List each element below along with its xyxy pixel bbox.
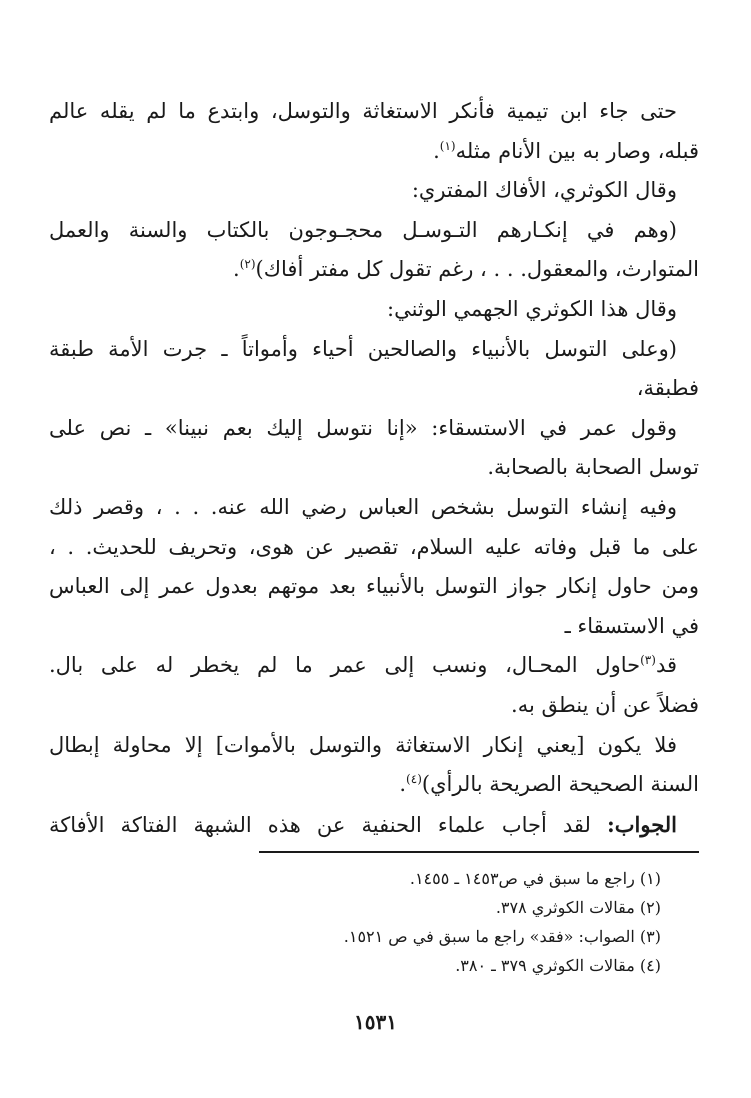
answer-label: الجواب: [607,811,677,837]
footnote: (٣) الصواب: «فقد» راجع ما سبق في ص ١٥٢١. [343,927,661,946]
footnote: (٤) مقالات الكوثري ٣٧٩ ـ ٣٨٠. [455,956,661,975]
footnote-ref-4: (٤) [406,772,422,787]
text-line: توسل الصحابة بالصحابة. [487,455,699,480]
text-line: فضلاً عن أن ينطق به. [511,692,699,717]
text-line: ومن حاول إنكار جواز التوسل بالأنبياء بعد موتهم بعدول عمر إلى العباس [49,574,699,599]
text-line: حتى جاء ابن تيمية فأنكر الاستغاثة والتوسل، وابتدع ما لم يقله عالم [49,99,677,123]
text-line: فطبقة، [636,376,699,401]
footnote-ref-1: (١) [439,138,456,153]
text-line: الجواب: لقد أجاب علماء الحنفية عن هذه الشبهة الفتاكة الأفاكة [49,811,677,837]
text-line: قد$^{(٣)}$حاول المحـال، ونسب إلى عمر ما لم يخطر له على بال. [49,653,677,678]
text-line: فلا يكون [يعني إنكار الاستغاثة والتوسل بالأموات] إلا محاولة إبطال [49,732,677,757]
footnote-divider [259,851,699,853]
text-line: قبله، وصار به بين الأنام مثله$^{(١)}$. [433,138,699,163]
footnote: (٢) مقالات الكوثري ٣٧٨. [495,898,661,917]
footnotes [221,864,661,980]
footnote: (١) راجع ما سبق في ص١٤٥٣ ـ ١٤٥٥. [409,869,661,888]
text-line: وقول عمر في الاستسقاء: «إنا نتوسل إليك بعم نبينا» ـ نص على [49,415,677,440]
text-line: على ما قبل وفاته عليه السلام، تقصير عن هوى، وتحريف للحديث. . ، [49,534,699,559]
text-line: وقال الكوثري، الأفاك المفتري: [411,178,677,203]
text-line: وقال هذا الكوثري الجهمي الوثني: [387,296,677,321]
text-line: في الاستسقاء ـ [564,613,699,638]
main-text [49,92,699,844]
page-number: ١٥٣١ [354,1010,397,1034]
text-line: وفيه إنشاء التوسل بشخص العباس رضي الله عنه. . . ، وقصر ذلك [49,494,677,519]
text-line: (وعلى التوسل بالأنبياء والصالحين أحياء وأمواتاً ـ جرت الأمة طبقة [49,336,677,361]
footnote-ref-3: (٣) [640,653,656,668]
text-line: السنة الصحيحة الصريحة بالرأي)$^{(٤)}$. [399,772,699,797]
text-line: المتوارث، والمعقول. . . ، رغم تقول كل مفتر أفاك)$^{(٢)}$. [233,257,699,282]
footnote-ref-2: (٢) [239,257,256,272]
text-line: (وهم في إنكـارهم التـوسـل محجـوجون بالكتاب والسنة والعمل [49,217,677,242]
